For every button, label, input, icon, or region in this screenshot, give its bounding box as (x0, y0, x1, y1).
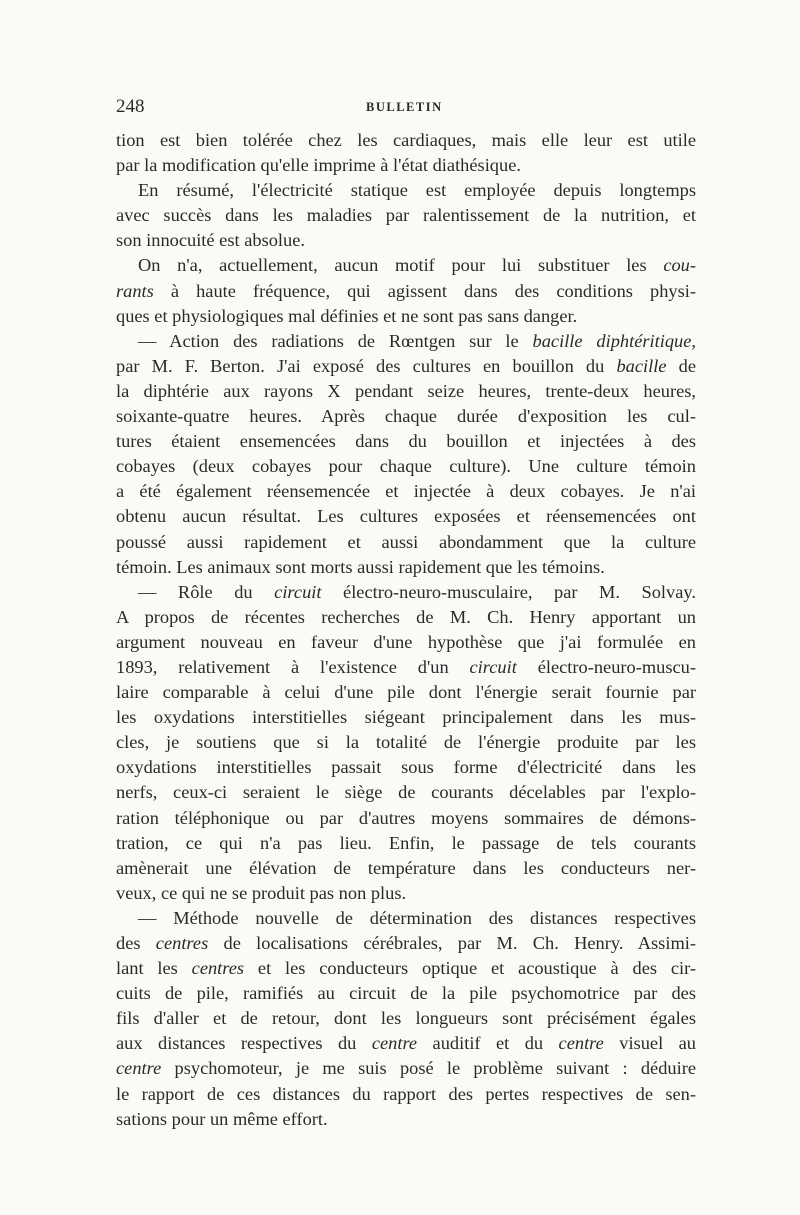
text-span: électro-neuro-muscu- (516, 656, 696, 677)
text-span: — Rôle du (138, 581, 275, 602)
text-line (116, 253, 696, 278)
text-span: cles, je soutiens que si la totalité de l'énergie produite par les (116, 732, 696, 753)
text-line (116, 329, 696, 354)
text-line (116, 555, 696, 580)
text-span: cobayes (deux cobayes pour chaque culture). Une culture témoin (116, 456, 696, 477)
italic-text: centre (558, 1033, 604, 1054)
text-line (116, 630, 696, 655)
text-line (116, 730, 696, 755)
text-span: les oxydations interstitielles siégeant principalement dans les mus- (116, 707, 696, 728)
text-span: aux distances respectives du (116, 1033, 372, 1054)
text-span: témoin. Les animaux sont morts aussi rapidement que les témoins. (116, 556, 605, 577)
text-span: de localisations cérébrales, par M. Ch. Henry. Assimi- (208, 933, 696, 953)
text-span: le rapport de ces distances du rapport des pertes respectives de sen- (116, 1083, 696, 1104)
text-line (116, 680, 696, 705)
text-line (116, 279, 696, 304)
text-span: son innocuité est absolue. (116, 230, 305, 251)
text-span: fils d'aller et de retour, dont les longueurs sont précisément égales (116, 1008, 696, 1029)
text-line (116, 304, 696, 329)
text-line (116, 128, 696, 153)
text-line (116, 429, 696, 454)
page-number: 248 (116, 96, 145, 117)
text-span: veux, ce qui ne se produit pas non plus. (116, 882, 407, 903)
italic-text: centres (155, 933, 209, 953)
text-line (116, 1056, 696, 1081)
italic-text: centre (371, 1033, 418, 1054)
italic-text: circuit (469, 656, 517, 677)
text-line (116, 881, 696, 906)
text-line (116, 605, 696, 630)
text-span: psychomoteur, je me suis posé le problème suivant : déduire (161, 1058, 696, 1079)
text-line (116, 956, 696, 981)
text-span: amènerait une élévation de température dans les conducteurs ner- (116, 857, 696, 878)
text-line (116, 203, 696, 228)
text-line (116, 228, 696, 253)
text-line (116, 780, 696, 805)
text-line (116, 831, 696, 856)
italic-text: circuit (274, 581, 322, 602)
text-line (116, 153, 696, 178)
text-line (116, 379, 696, 404)
text-line (116, 1031, 696, 1056)
text-span: tures étaient ensemencées dans du bouillon et injectées à des (116, 431, 696, 452)
text-span: 1893, relativement à l'existence d'un (116, 656, 470, 677)
text-span: électro-neuro-musculaire, par M. Solvay. (321, 581, 696, 602)
text-span: lant les (116, 958, 192, 979)
text-line (116, 530, 696, 555)
text-line (116, 931, 696, 956)
text-span: des (116, 933, 156, 953)
text-span: sations pour un même effort. (116, 1108, 328, 1129)
text-span: poussé aussi rapidement et aussi abondamment que la culture (116, 531, 696, 552)
text-span: tion est bien tolérée chez les cardiaques, mais elle leur est utile (116, 130, 696, 150)
page-header (116, 96, 696, 120)
text-span: soixante-quatre heures. Après chaque durée d'exposition les cul- (116, 406, 696, 427)
text-line (116, 806, 696, 831)
text-span: à haute fréquence, qui agissent dans des conditions physi- (153, 280, 696, 301)
text-span: — Méthode nouvelle de détermination des distances respectives (138, 907, 696, 928)
text-line (116, 981, 696, 1006)
text-span: A propos de récentes recherches de M. Ch. Henry apportant un (116, 606, 696, 627)
text-span: ration téléphonique ou par d'autres moyens sommaires de démons- (116, 807, 696, 828)
text-span: tration, ce qui n'a pas lieu. Enfin, le passage de tels courants (116, 832, 696, 853)
text-span: obtenu aucun résultat. Les cultures exposées et réensemencées ont (116, 506, 696, 527)
text-line (116, 504, 696, 529)
running-head: BULLETIN (366, 100, 443, 114)
text-span: laire comparable à celui d'une pile dont l'énergie serait fournie par (116, 682, 696, 703)
italic-text: rants (116, 280, 154, 301)
text-span: oxydations interstitielles passait sous forme d'électricité dans les (116, 757, 696, 778)
text-span: par M. F. Berton. J'ai exposé des cultures en bouillon du (116, 355, 617, 376)
text-span: ques et physiologiques mal définies et ne sont pas sans danger. (116, 305, 578, 326)
body-text (116, 128, 696, 1132)
text-span: par la modification qu'elle imprime à l'état diathésique. (116, 155, 521, 176)
text-line (116, 906, 696, 931)
italic-text: cou- (663, 255, 696, 276)
text-line (116, 580, 696, 605)
text-span: On n'a, actuellement, aucun motif pour lui substituer les (138, 255, 664, 276)
text-span: En résumé, l'électricité statique est employée depuis longtemps (138, 180, 696, 201)
italic-text: bacille (616, 355, 667, 376)
text-line (116, 404, 696, 429)
text-line (116, 1082, 696, 1107)
italic-text: bacille diphtéritique, (532, 330, 696, 351)
text-span: de (666, 355, 696, 376)
text-span: cuits de pile, ramifiés au circuit de la pile psychomotrice par des (116, 983, 696, 1004)
text-line (116, 755, 696, 780)
text-span: argument nouveau en faveur d'une hypothèse que j'ai formulée en (116, 631, 696, 652)
italic-text: centres (191, 958, 245, 979)
text-span: a été également réensemencée et injectée à deux cobayes. Je n'ai (116, 481, 696, 502)
text-span: — Action des radiations de Rœntgen sur le (138, 330, 533, 351)
text-span: et les conducteurs optique et acoustique à des cir- (244, 958, 696, 979)
text-line (116, 655, 696, 680)
text-span: nerfs, ceux-ci seraient le siège de courants décelables par l'explo- (116, 782, 696, 803)
text-span: visuel au (603, 1033, 696, 1054)
text-line (116, 1006, 696, 1031)
text-line (116, 856, 696, 881)
text-line (116, 705, 696, 730)
text-span: avec succès dans les maladies par ralentissement de la nutrition, et (116, 205, 696, 226)
text-line (116, 1107, 696, 1132)
text-line (116, 479, 696, 504)
text-line (116, 354, 696, 379)
text-span: auditif et du (417, 1033, 559, 1054)
italic-text: centre (116, 1058, 162, 1079)
text-line (116, 178, 696, 203)
text-span: la diphtérie aux rayons X pendant seize heures, trente-deux heures, (116, 380, 696, 401)
text-line (116, 454, 696, 479)
